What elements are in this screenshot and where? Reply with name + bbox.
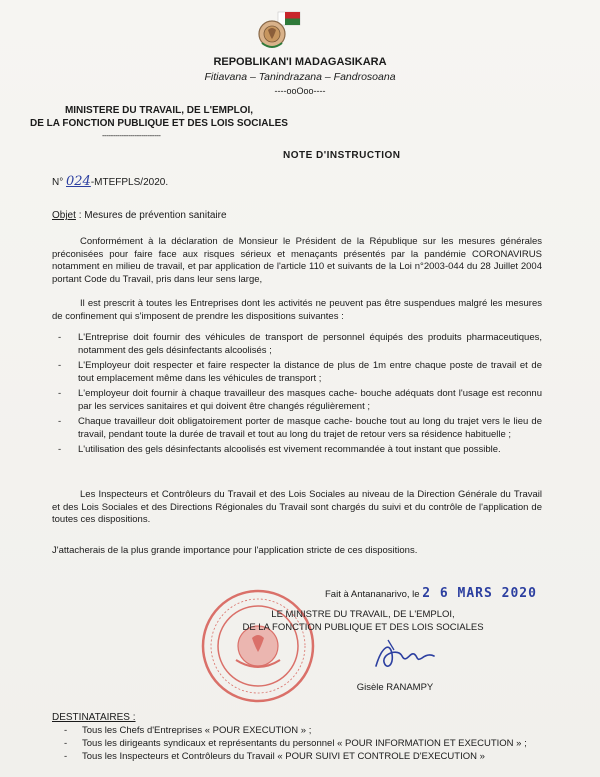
list-item: - L'employeur doit fournir à chaque travailleur des masques cache- bouche adéquats dont l'usage est reconnu par les services sanitaires et qui doivent être changés régulièrement ; <box>52 388 542 413</box>
list-item: - Tous les dirigeants syndicaux et représentants du personnel « POUR INFORMATION ET EXECUTION » ; <box>52 737 562 750</box>
list-item: - L'Entreprise doit fournir des véhicules de transport de personnel équipés des produits pharmaceutiques, notamment des gels désinfectants alcoolisés ; <box>52 332 542 357</box>
list-item: - Tous les Inspecteurs et Contrôleurs du Travail « POUR SUIVI ET CONTROLE D'EXECUTION » <box>52 750 562 763</box>
ministry-separator: --------------------------- <box>102 131 161 140</box>
national-motto: Fitiavana – Tanindrazana – Fandrosoana <box>204 71 396 83</box>
objet-text: : Mesures de prévention sanitaire <box>78 210 227 221</box>
document-title: NOTE D'INSTRUCTION <box>283 150 401 161</box>
signer-name: Gisèle RANAMPY <box>356 682 434 693</box>
objet-line <box>52 210 227 221</box>
ministry-line-2: DE LA FONCTION PUBLIQUE ET DES LOIS SOCIALES <box>30 118 288 129</box>
madagascar-emblem-icon <box>256 10 302 54</box>
paragraph-prescription: Il est prescrit à toutes les Entreprises dont les activités ne peuvent pas être suspendues malgré les mesures de confinement qui s'imposent de prendre les dispositions suivantes : <box>52 298 542 322</box>
list-item: - L'utilisation des gels désinfectants alcoolisés est vivement recommandée à tout instant que possible. <box>52 444 542 457</box>
ministry-line-1: MINISTERE DU TRAVAIL, DE L'EMPLOI, <box>64 105 254 116</box>
destinataires-list <box>52 724 562 763</box>
handwritten-date: 2 6 MARS 2020 <box>422 586 537 601</box>
list-item: - Chaque travailleur doit obligatoirement porter de masque cache- bouche tout au long du trajet vers le lieu de travail, pendant toute la durée de travail et tout au long du trajet de retour vers sa résidence habituelle ; <box>52 416 542 441</box>
signatory-line-2: DE LA FONCTION PUBLIQUE ET DES LOIS SOCIALES <box>242 622 484 633</box>
ministry-name <box>24 104 294 130</box>
list-item: - Tous les Chefs d'Entreprises « POUR EXECUTION » ; <box>52 724 562 737</box>
ref-prefix: N° <box>52 177 64 188</box>
paragraph-inspectors: Les Inspecteurs et Contrôleurs du Travail et des Lois Sociales au niveau de la Direction Générale du Travail et des Lois Sociales et des Directions Régionales du Travail sont chargés du suivi et du contrôle de l'application de toutes ces dispositions. <box>52 489 542 525</box>
handwritten-signature-icon <box>368 636 438 676</box>
list-item: - L'Employeur doit respecter et faire respecter la distance de plus de 1m entre chaque poste de travail et de tout emplacement même dans les véhicules de transport ; <box>52 360 542 385</box>
signatory-title <box>228 608 498 634</box>
paragraph-closing: J'attacherais de la plus grande importance pour l'application stricte de ces dispositions. <box>52 545 418 556</box>
paragraph-intro: Conformément à la déclaration de Monsieur le Président de la République sur les mesures générales préconisées pour faire face aux risques sérieux et menaçants présentés par la pandémie CORONAVIRUS notamment en milieu de travail, et par application de l'article 110 et suivants de la Loi n°2003-044 du 28 Juillet 2004 portant Code du Travail, pris dans leur sens large, <box>52 236 542 285</box>
official-stamp-icon <box>200 588 316 704</box>
reference-number <box>52 174 168 189</box>
ref-suffix: -MTEFPLS/2020. <box>90 177 169 188</box>
objet-label: Objet <box>52 210 76 221</box>
signatory-line-1: LE MINISTRE DU TRAVAIL, DE L'EMPLOI, <box>271 609 455 620</box>
ref-handwritten-number: 024 <box>66 174 91 189</box>
place-text: Fait à Antananarivo, le <box>325 589 420 600</box>
header-separator: ----ooOoo---- <box>274 86 326 96</box>
republic-title: REPOBLIKAN'I MADAGASIKARA <box>213 56 387 68</box>
destinataires-title: DESTINATAIRES : <box>52 712 136 723</box>
measures-list <box>52 332 542 460</box>
place-and-date <box>325 586 537 601</box>
